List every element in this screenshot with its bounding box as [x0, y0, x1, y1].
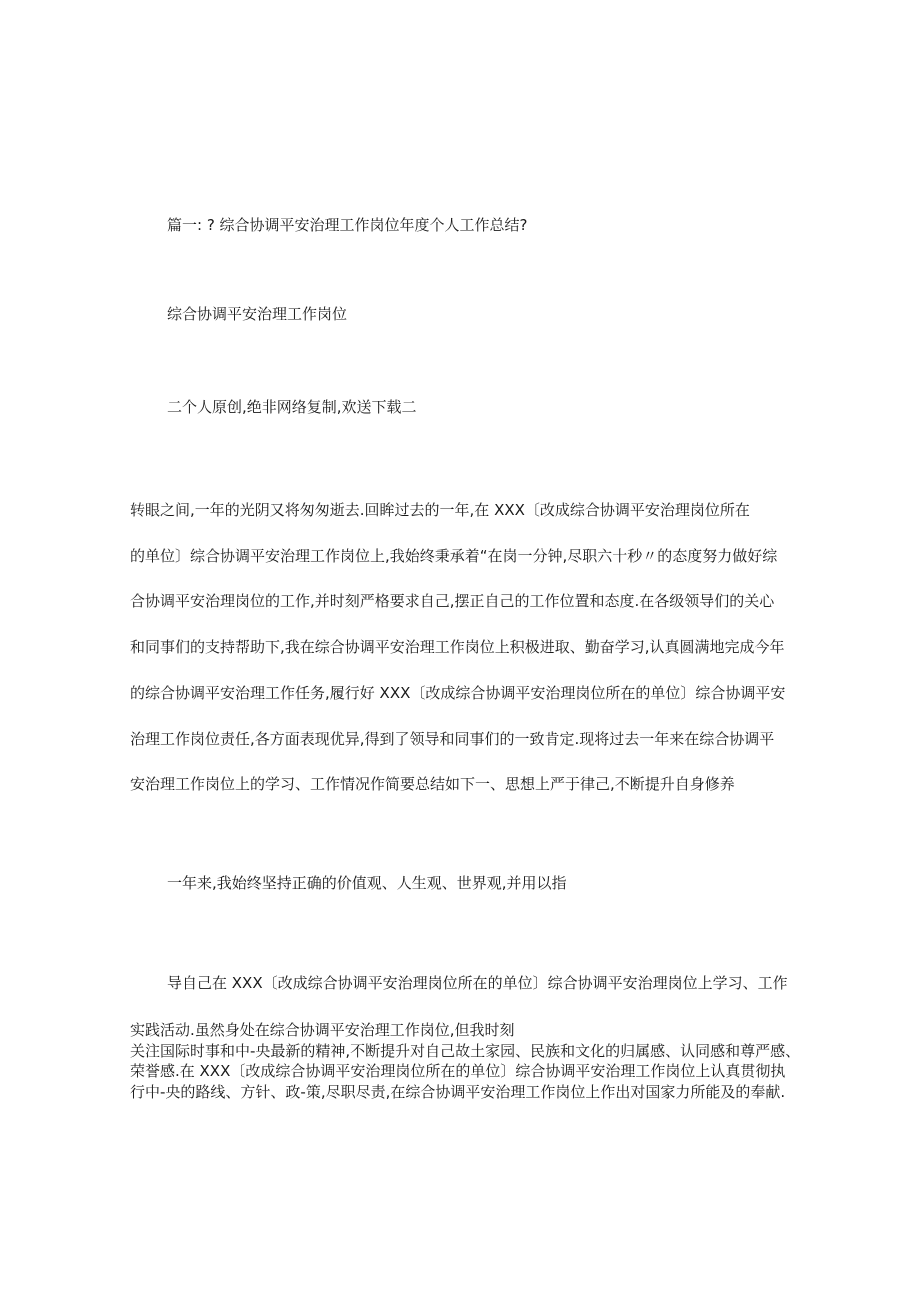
- paragraph-line: 的单位〕综合协调平安治理工作岗位上,我始终秉承着“在岗一分钟,尽职六十秒〃的态度努力做好综: [130, 546, 778, 565]
- paragraph-line: 关注国际时事和中-央最新的精神,不断提升对自己故土家园、民族和文化的归属感、认同感和尊严感、: [130, 1041, 801, 1060]
- paragraph-intro: [130, 488, 802, 808]
- paragraph-line: 合协调平安治理岗位的工作,并时刻严格要求自己,摆正自己的工作位置和态度.在各级领导们的关心: [130, 592, 775, 611]
- paragraph-line: 行中-央的路线、方针、政-策,尽职尽责,在综合协调平安治理工作岗位上作出对国家力所能及的奉献.: [130, 1082, 786, 1101]
- paragraph-practice: [130, 1020, 802, 1102]
- paragraph-line: 的综合协调平安治理工作任务,履行好 XXX〔改成综合协调平安治理岗位所在的单位〕综合协调平安: [130, 683, 786, 702]
- paragraph-line: 和同事们的支持帮助下,我在综合协调平安治理工作岗位上积极进取、勤奋学习,认真圆满地完成今年: [130, 638, 785, 657]
- paragraph-line: 荣誉感.在 XXX〔改成综合协调平安治理岗位所在的单位〕综合协调平安治理工作岗位上认真贯彻执: [130, 1062, 786, 1080]
- paragraph-line: 治理工作岗位责任,各方面表现优异,得到了领导和同事们的一致肯定.现将过去一年来在综合协调平: [130, 729, 775, 748]
- paragraph-line: 安治理工作岗位上的学习、工作情况作简要总结如下一、思想上严于律己,不断提升自身修养: [130, 775, 735, 794]
- paragraph-values: 一年来,我始终坚持正确的价值观、人生观、世界观,并用以指: [167, 874, 567, 892]
- paragraph-line: 实践活动.虽然身处在综合协调平安治理工作岗位,但我时刻: [130, 1021, 515, 1039]
- paragraph-line: 转眼之间,一年的光阴又将匆匆逝去.回眸过去的一年,在 XXX〔改成综合协调平安治理岗位所在: [130, 501, 750, 519]
- paragraph-guidance: 导自己在 XXX〔改成综合协调平安治理岗位所在的单位〕综合协调平安治理岗位上学习、工作: [167, 974, 788, 992]
- document-heading: 篇一: ? 综合协调平安治理工作岗位年度个人工作总结?: [167, 216, 528, 234]
- document-note: 二个人原创,绝非网络复制,欢送下载二: [167, 398, 417, 416]
- document-subtitle: 综合协调平安治理工作岗位: [167, 305, 348, 323]
